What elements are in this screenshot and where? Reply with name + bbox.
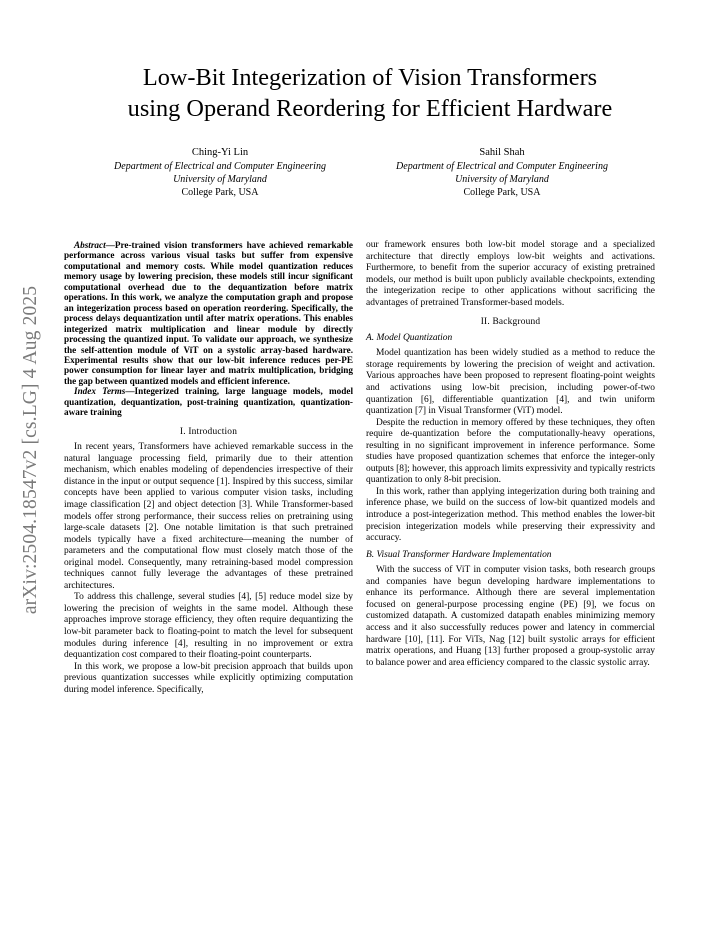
abstract bbox=[64, 240, 353, 386]
paper-title bbox=[40, 62, 700, 124]
intro-paragraph-1: In recent years, Transformers have achieved remarkable success in the natural language processing field, primarily due to their attention mechanism, which enables modeling of dependencies irrespective of their distance in the input or output sequence [1]. Inspired by this success, similar concepts have been applied to various computer vision tasks, including image classification [2] and object detection [3]. While Transformer-based models offer strong performance, their success relies on pretraining using large-scale datasets [2]. One notable limitation is that such pretrained models typically have a fixed architecture—meaning the number of parameters and the computational flow must closely match those of the original model. Consequently, many retraining-based model compression techniques cannot fully leverage the advantages of these pretrained architectures. bbox=[64, 442, 353, 591]
author-university: University of Maryland bbox=[455, 173, 549, 185]
background-b-paragraph-1: With the success of ViT in computer vision tasks, both research groups and companies have begun developing hardware implementations to enhance its performance. Although there are several implementation focused on general-purpose processing engine (PE) [9], we focus on customized datapath. A customized datapath enables minimizing memory access and it also successfully reduces power and latency in commercial hardware [10], [11]. For ViTs, Nag [12] built systolic arrays for efficient matrix operations, and Huang [13] further proposed a group-systolic array to balance power and area efficiency compared to the classic systolic array. bbox=[366, 565, 655, 668]
author-name: Ching-Yi Lin bbox=[191, 147, 249, 158]
subsection-heading-model-quantization: A. Model Quantization bbox=[366, 332, 453, 343]
author-department: Department of Electrical and Computer Engineering bbox=[396, 160, 608, 172]
author-block-2 bbox=[352, 146, 652, 199]
section-heading-introduction: I. Introduction bbox=[179, 426, 238, 437]
arxiv-identifier: arXiv:2504.18547v2 [cs.LG] 4 Aug 2025 bbox=[20, 285, 41, 615]
author-university: University of Maryland bbox=[173, 173, 267, 185]
author-block-1 bbox=[70, 146, 370, 199]
author-department: Department of Electrical and Computer Engineering bbox=[114, 160, 326, 172]
right-column bbox=[366, 240, 655, 669]
title-line-1: Low-Bit Integerization of Vision Transformers bbox=[142, 64, 598, 91]
author-name: Sahil Shah bbox=[479, 147, 525, 158]
author-location: College Park, USA bbox=[463, 187, 541, 199]
background-a-paragraph-2: Despite the reduction in memory offered by these techniques, they often require de-quantization before the computationally-heavy operations, resulting in no significant improvement in inference performance. Some studies have proposed quantization schemes that enforce the integer-only outputs [8]; however, this approach limits expressivity and typically restricts quantization to only 8-bit precision. bbox=[366, 417, 655, 486]
abstract-lead: Abstract bbox=[74, 240, 106, 250]
title-line-2: using Operand Reordering for Efficient Hardware bbox=[127, 95, 613, 122]
background-a-paragraph-3: In this work, rather than applying integerization during both training and inference phase, we build on the success of low-bit quantized models and introduce a post-integerization method. This method enables the lower-bit precision integerization models while preserving their expressivity and accuracy. bbox=[366, 486, 655, 544]
intro-paragraph-3: In this work, we propose a low-bit precision approach that builds upon previous quantization successes while explicitly optimizing computation during model inference. Specifically, bbox=[64, 661, 353, 695]
intro-paragraph-3-continued: our framework ensures both low-bit model storage and a specialized architecture that directly employs low-bit weights and activations. Furthermore, to benefit from the superior accuracy of existing pretrained models, our method is built upon publicly available checkpoints, extending the integerization recipe to other applications without sacrificing the advantages of pretrained Transformer-based models. bbox=[366, 240, 655, 308]
abstract-text: —Pre-trained vision transformers have achieved remarkable performance across various visual tasks but suffer from expensive computational and memory costs. While model quantization reduces memory usage by lowering precision, these models still incur significant computational overhead due to the dequantization before matrix operations. In this work, we analyze the computation graph and propose an integerization process based on operation reordering. Specifically, the process delays dequantization until after matrix operations. This enables integerized matrix multiplication and linear module by directly processing the quantized input. To validate our approach, we synthesize the self-attention module of ViT on a systolic array-based hardware. Experimental results show that our low-bit inference reduces per-PE power consumption for linear layer and matrix multiplication, bridging the gap between quantized models and efficient inference. bbox=[64, 240, 353, 386]
left-column bbox=[64, 240, 353, 696]
index-terms bbox=[64, 386, 353, 417]
subsection-heading-vit-hardware: B. Visual Transformer Hardware Implementation bbox=[366, 549, 552, 560]
background-a-paragraph-1: Model quantization has been widely studied as a method to reduce the storage requirements by lowering the precision of weight and activation. Various approaches have been proposed to represent floating-point weights and activations using low-bit precision, including power-of-two quantization [6], differentiable quantization [4], and twin uniform quantization [7] in Visual Transformer (ViT) model. bbox=[366, 348, 655, 417]
author-location: College Park, USA bbox=[181, 187, 259, 199]
index-terms-lead: Index Terms bbox=[74, 386, 126, 397]
section-heading-background: II. Background bbox=[480, 317, 541, 328]
index-terms-text: —Integerized training, large language models, model quantization, dequantization, post-training quantization, quantization-aware training bbox=[64, 386, 353, 418]
intro-paragraph-2: To address this challenge, several studies [4], [5] reduce model size by lowering the precision of weights in the same model. Although these approaches improve storage efficiency, they often require dequantizing the low-bit parameter back to floating-point to match the level for subsequent modules during inference [4], resulting in no improvement or extra dequantization cost compared to their floating-point counterparts. bbox=[64, 592, 353, 661]
